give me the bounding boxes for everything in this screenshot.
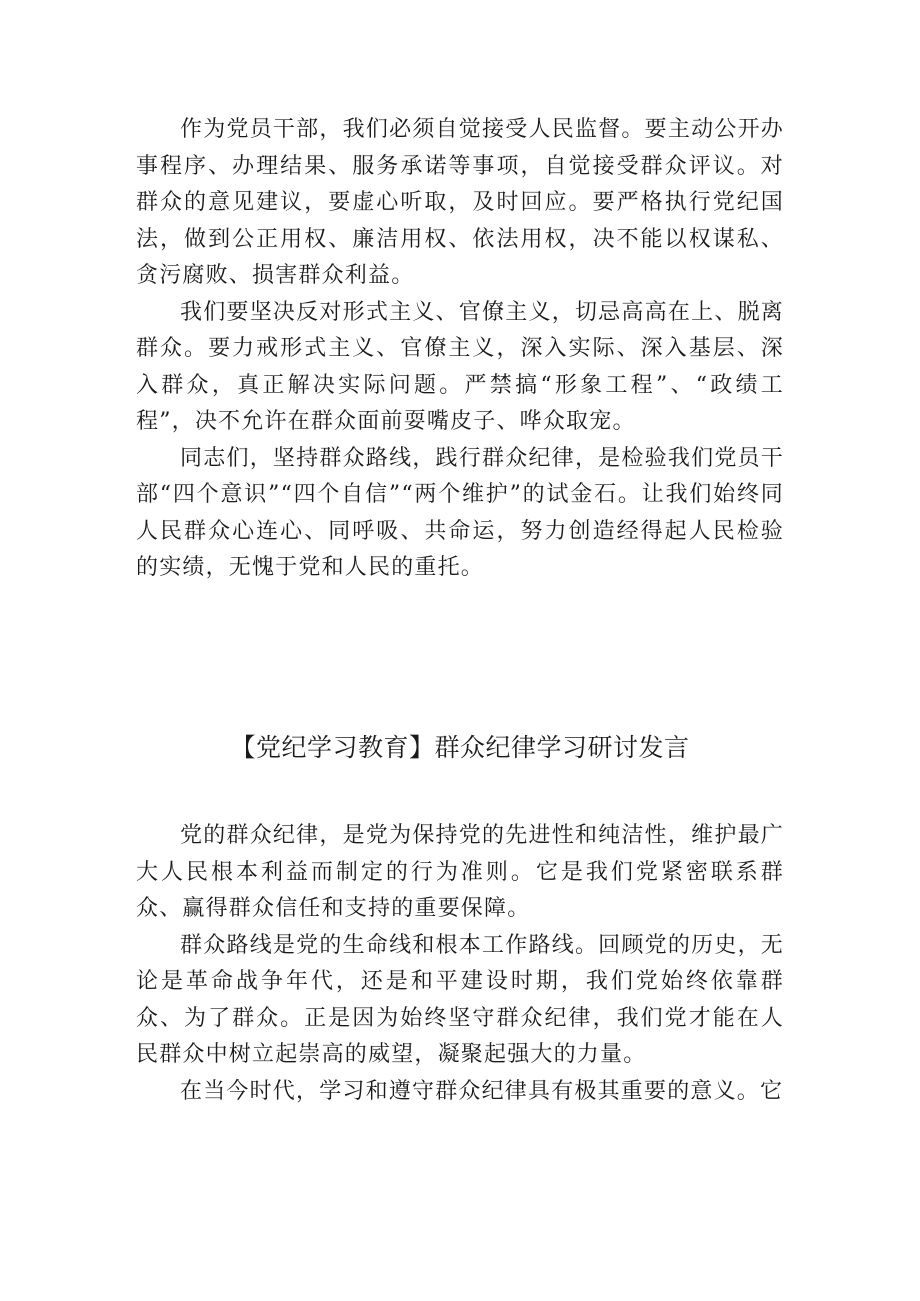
paragraph-oppose-formalism: 我们要坚决反对形式主义、官僚主义，切忌高高在上、脱离群众。要力戒形式主义、官僚主义，深入实际、深入基层、深入群众，真正解决实际问题。严禁搞“形象工程”、“政绩工程”，决不允许在群众面前耍嘴皮子、哗众取宠。 (136, 299, 784, 434)
bottom-text-section (136, 818, 784, 1110)
paragraph-discipline-definition: 党的群众纪律，是党为保持党的先进性和纯洁性，维护最广大人民根本利益而制定的行为准则。它是我们党紧密联系群众、赢得群众信任和支持的重要保障。 (136, 823, 784, 921)
paragraph-conclusion: 同志们，坚持群众路线，践行群众纪律，是检验我们党员干部“四个意识”“四个自信”“两个维护”的试金石。让我们始终同人民群众心连心、同呼吸、共命运，努力创造经得起人民检验的实绩，无愧于党和人民的重托。 (136, 445, 784, 580)
top-text-section (136, 112, 784, 587)
paragraph-mass-line: 群众路线是党的生命线和根本工作路线。回顾党的历史，无论是革命战争年代，还是和平建设时期，我们党始终依靠群众、为了群众。正是因为始终坚守群众纪律，我们党才能在人民群众中树立起崇高的威望，凝聚起强大的力量。 (136, 932, 784, 1067)
paragraph-supervision: 作为党员干部，我们必须自觉接受人民监督。要主动公开办事程序、办理结果、服务承诺等事项，自觉接受群众评议。对群众的意见建议，要虚心听取，及时回应。要严格执行党纪国法，做到公正用权、廉洁用权、依法用权，决不能以权谋私、贪污腐败、损害群众利益。 (136, 117, 784, 288)
paragraph-significance: 在当今时代，学习和遵守群众纪律具有极其重要的意义。它 (180, 1078, 784, 1104)
document-heading: 【党纪学习教育】群众纪律学习研讨发言 (230, 733, 690, 762)
